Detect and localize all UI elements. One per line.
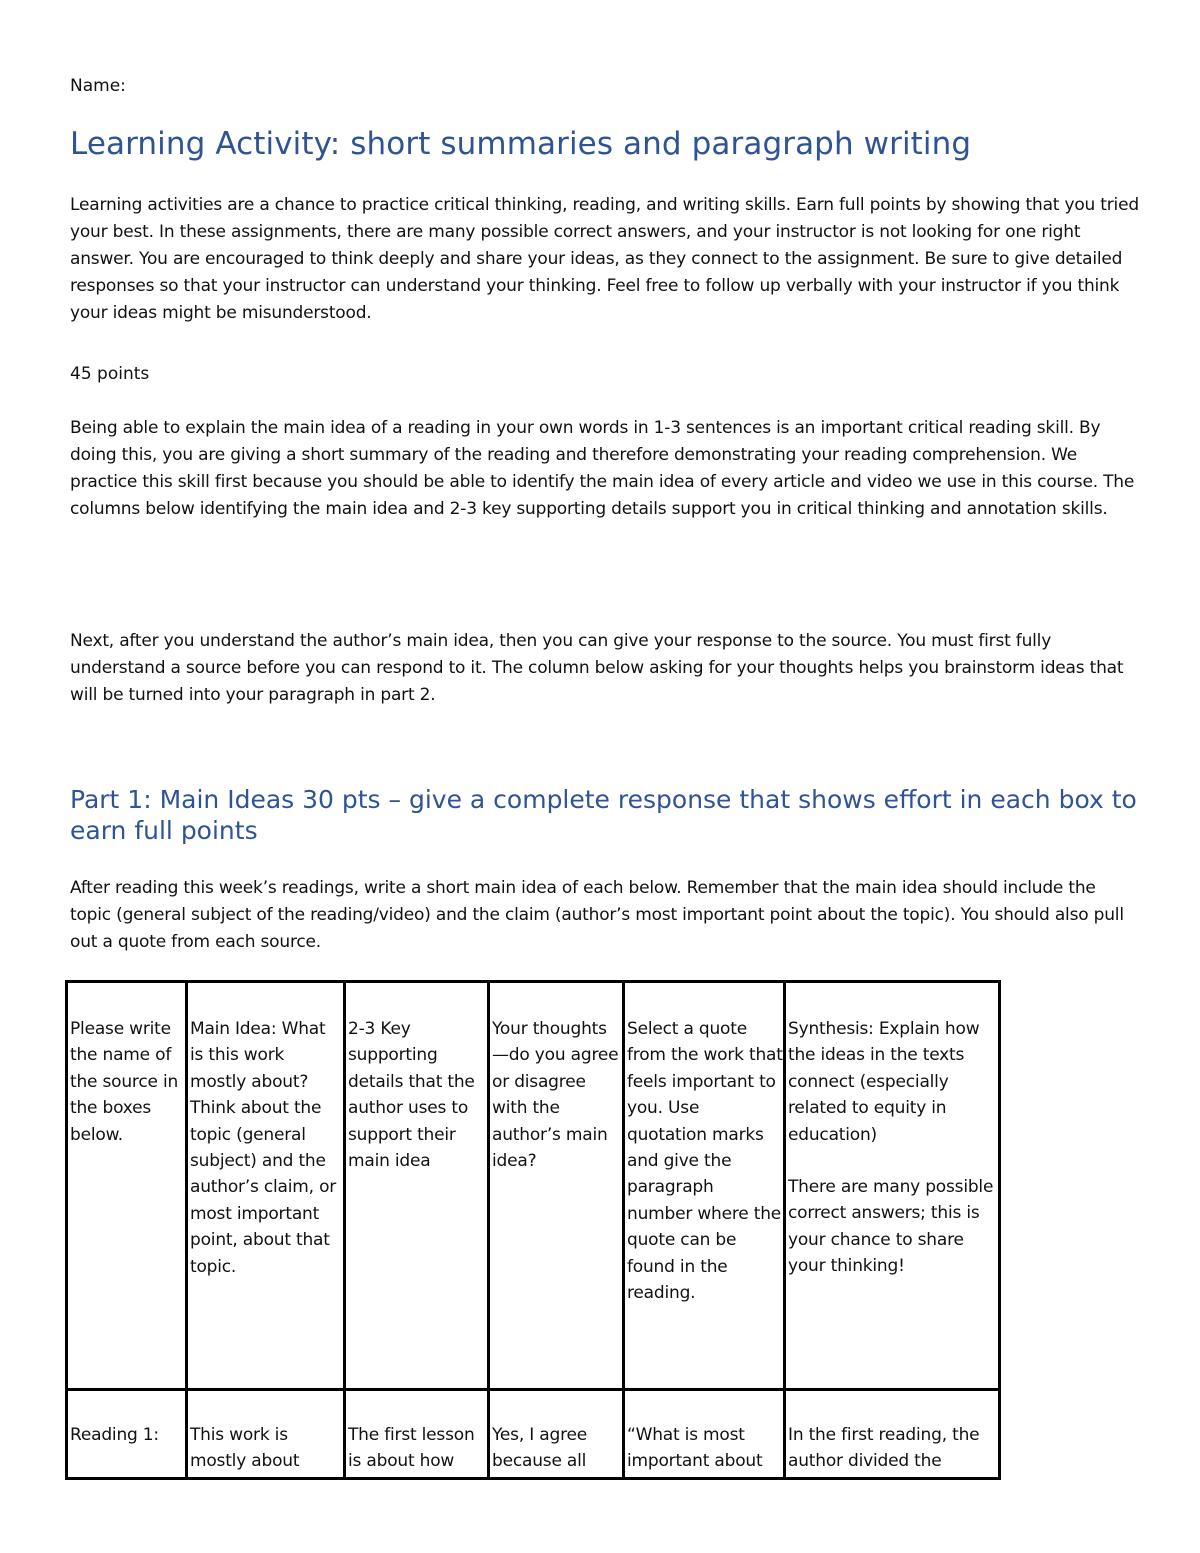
next-paragraph: Next, after you understand the author’s main idea, then you can give your response to the source. You must first fully understand a source before you can respond to it. The column below asking for your thoughts helps you brainstorm ideas that will be turned into your paragraph in part 2. — [70, 631, 1124, 705]
header-your-thoughts: Your thoughts—do you agree or disagree with the author’s main idea? — [489, 982, 624, 1390]
cell-synthesis[interactable]: In the first reading, the author divided the — [785, 1390, 1000, 1479]
header-quote: Select a quote from the work that feels important to you. Use quotation marks and give the paragraph number where the quote can be found in the reading. — [624, 982, 785, 1390]
header-source-name: Please write the name of the source in the boxes below. — [67, 982, 187, 1390]
table-row — [67, 1390, 1000, 1479]
cell-main-idea[interactable]: This work is mostly about — [187, 1390, 345, 1479]
page-title: Learning Activity: short summaries and paragraph writing — [70, 126, 972, 162]
intro-paragraph: Learning activities are a chance to practice critical thinking, reading, and writing skills. Earn full points by showing that you tried your best. In these assignments, there are many possible correct answers, and your instructor is not looking for one right answer. You are encouraged to think deeply and share your ideas, as they connect to the assignment. Be sure to give detailed responses so that your instructor can understand your thinking. Feel free to follow up verbally with your instructor if you think your ideas might be misunderstood. — [70, 195, 1139, 323]
header-synthesis — [785, 982, 1000, 1390]
header-supporting-details: 2-3 Key supporting details that the author uses to support their main idea — [345, 982, 489, 1390]
cell-supporting-details[interactable]: The first lesson is about how — [345, 1390, 489, 1479]
cell-your-thoughts[interactable]: Yes, I agree because all — [489, 1390, 624, 1479]
cell-quote[interactable]: “What is most important about — [624, 1390, 785, 1479]
part1-instructions: After reading this week’s readings, write a short main idea of each below. Remember that the main idea should include the topic (general subject of the reading/video) and the claim (author’s most important point about the topic). You should also pull out a quote from each source. — [70, 878, 1124, 952]
header-main-idea: Main Idea: What is this work mostly about? Think about the topic (general subject) and the author’s claim, or most important point, about that topic. — [187, 982, 345, 1390]
synthesis-prompt: Synthesis: Explain how the ideas in the texts connect (especially related to equity in education) — [788, 1019, 980, 1145]
cell-source[interactable]: Reading 1: — [67, 1390, 187, 1479]
name-label: Name: — [70, 76, 126, 96]
worksheet-table — [65, 980, 1001, 1480]
points-label: 45 points — [70, 364, 150, 384]
synthesis-note: There are many possible correct answers; this is your chance to share your thinking! — [788, 1177, 994, 1277]
table-header-row — [67, 982, 1000, 1390]
main-idea-paragraph: Being able to explain the main idea of a reading in your own words in 1-3 sentences is an important critical reading skill. By doing this, you are giving a short summary of the reading and therefore demonstrating your reading comprehension. We practice this skill first because you should be able to identify the main idea of every article and video we use in this course. The columns below identifying the main idea and 2-3 key supporting details support you in critical thinking and annotation skills. — [70, 418, 1135, 519]
part1-heading: Part 1: Main Ideas 30 pts – give a complete response that shows effort in each box to earn full points — [70, 785, 1137, 845]
